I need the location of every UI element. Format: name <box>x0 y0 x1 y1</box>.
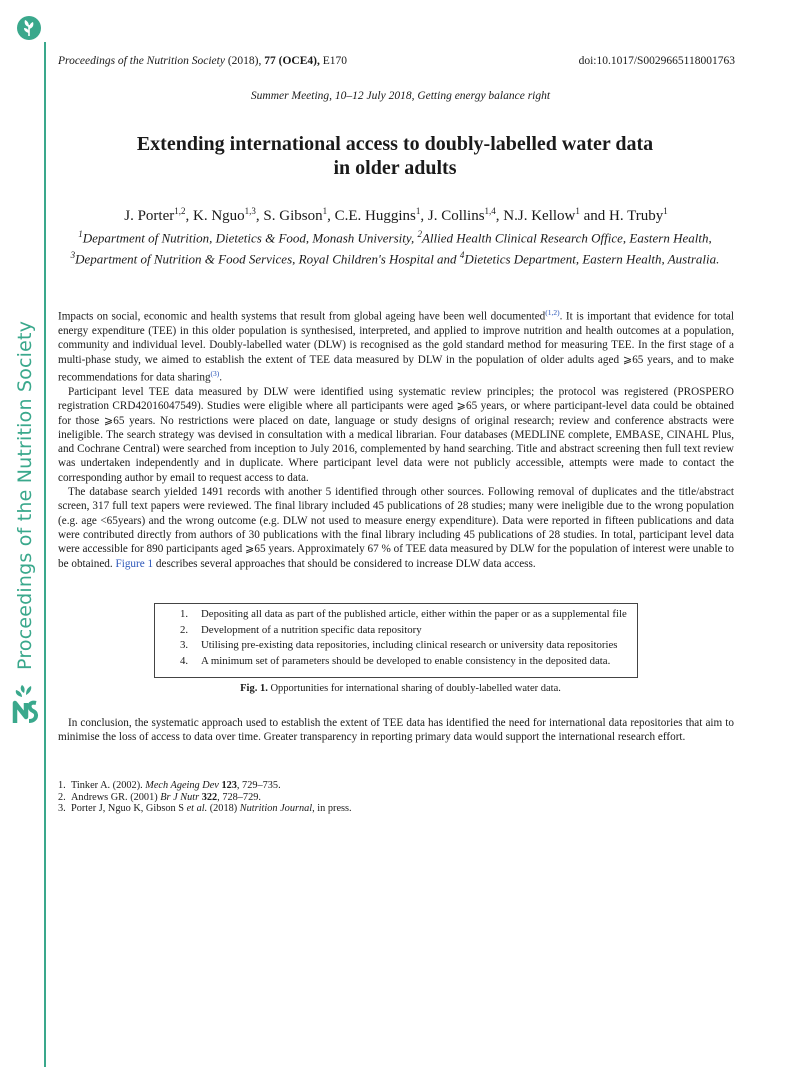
affiliations: $^1$Department of Nutrition, Dietetics & Food, Monash University, $^2$Allied Health Clinical Research Office, Eastern Health, $^3$Department of Nutrition & Food Services, Royal Children's Hospital and $^4$Dietetics Department, Eastern Health, Australia. <box>70 229 720 267</box>
sidebar-rule <box>44 42 46 1067</box>
figure-item: 1. Depositing all data as part of the published article, either within the paper or as a supplemental file <box>180 608 627 620</box>
reference-item: 3. Porter J, Nguo K, Gibson S et al. (2018) Nutrition Journal, in press. <box>58 803 352 814</box>
abstract-body <box>58 306 734 571</box>
volume: 77 (OCE4), <box>264 55 320 67</box>
affiliation-1: Department of Nutrition, Dietetics & Food, Monash University, <box>82 230 418 246</box>
title-line-2: in older adults <box>333 157 457 179</box>
page-number: E170 <box>322 55 347 67</box>
meeting-line: Summer Meeting, 10–12 July 2018, Getting energy balance right <box>250 90 551 102</box>
doi: doi:10.1017/S0029665118001763 <box>578 55 735 67</box>
figure-link[interactable]: Figure 1 <box>115 557 154 570</box>
figure-caption: Fig. 1. Opportunities for international sharing of doubly-labelled water data. <box>240 683 561 694</box>
author: S. Gibson$^1$, <box>263 206 335 224</box>
affiliation-2: Allied Health Clinical Research Office, Eastern Health, <box>421 230 712 246</box>
author: J. Collins$^{1,4}$, <box>427 206 504 224</box>
sidebar-journal-name: Proceedings of the Nutrition Society <box>14 320 36 670</box>
reference-list <box>58 780 352 815</box>
paragraph-2: Participant level TEE data measured by DLW were identified using systematic review principles; the protocol was registered (PROSPERO registration CRD42016047549). Studies were eligible where all participants were aged ⩾65 years, or where participant-level data could be obtained for those ⩾65 years. No restrictions were placed on date, language or study designs of original research; review and conference abstracts were ineligible. The search strategy was devised in consultation with a medical librarian. Four databases (MEDLINE complete, EMBASE, CINAHL Plus, and Cochrane Central) were searched from inception to July 2016, complemented by hand searching. Title and abstract screening then full text review was undertaken independently and in duplicate. Where participant level data were not publicly accessible, attempts were made to contact the corresponding author by email to request access to data. <box>58 385 734 484</box>
author: H. Truby$^1$ <box>609 206 668 224</box>
author: J. Porter$^{1,2}$, <box>124 206 193 224</box>
author: N.J. Kellow$^1$ and <box>503 206 610 224</box>
reference-item: 2. Andrews GR. (2001) Br J Nutr 322, 728–729. <box>58 791 261 803</box>
year: (2018), <box>227 55 262 67</box>
figure-item: 4. A minimum set of parameters should be developed to enable consistency in the deposited data. <box>180 654 611 667</box>
author: C.E. Huggins$^1$, <box>334 206 428 224</box>
title-line-1: Extending international access to doubly-labelled water data <box>136 133 654 155</box>
author: K. Nguo$^{1,3}$, <box>192 206 264 224</box>
citation-link[interactable]: (1,2) <box>545 308 560 317</box>
article-title <box>60 132 730 180</box>
citation-line <box>58 55 347 67</box>
journal-name: Proceedings of the Nutrition Society <box>58 55 225 67</box>
citation-link[interactable]: (3) <box>210 368 220 378</box>
author-list <box>58 206 734 225</box>
figure-item: 2. Development of a nutrition specific data repository <box>180 623 422 636</box>
affiliation-3: Department of Nutrition & Food Services, Royal Children's Hospital and <box>75 251 460 267</box>
figure-item: 3. Utilising pre-existing data repositories, including clinical research or university data repositories <box>180 639 618 651</box>
paragraph-1: Impacts on social, economic and health systems that result from global ageing have been well documented$^{(1,2)}$. It is important that evidence for total energy expenditure (TEE) in this older population is synthesised, interpreted, and applied to improve nutrition and health outcomes at a population, community and individual level. Doubly-labelled water (DLW) is recognised as the gold standard method for measuring TEE. In the first stage of a multi-phase study, we aimed to establish the extent of TEE data measured by DLW in the population of older adults aged ⩾65 years, and to make recommendations for data sharing$^{(3)}$. <box>58 308 734 384</box>
conclusion-paragraph: In conclusion, the systematic approach used to establish the extent of TEE data has identified the need for international data repositories that aim to minimise the loss of access to data over time. Greater transparency in reporting primary data would support the international research effort. <box>58 717 734 744</box>
affiliation-4: Dietetics Department, Eastern Health, Australia. <box>464 251 720 267</box>
figure-list <box>180 607 630 669</box>
paragraph-3: The database search yielded 1491 records with another 5 identified through other sources. Following removal of duplicates and the title/abstract screen, 317 full text papers were reviewed. The final library included 45 publications of 28 studies; many were ineligible due to the wrong population (e.g. age <65years) and the wrong outcome (e.g. DLW not used to measure energy expenditure). Data were reported in fifteen publications and data were contributed directly from authors of 30 publications with the final library including 45 publications of 28 studies. In total, participant level data were accessible for 890 participants aged ⩾65 years. Approximately 67 % of TEE data measured by DLW for the population of interest were unable to be obtained. Figure 1 describes several approaches that should be considered to increase DLW data access. <box>58 486 734 570</box>
reference-item: 1. Tinker A. (2002). Mech Ageing Dev 123, 729–735. <box>58 780 281 791</box>
journal-logo-icon <box>17 16 41 40</box>
